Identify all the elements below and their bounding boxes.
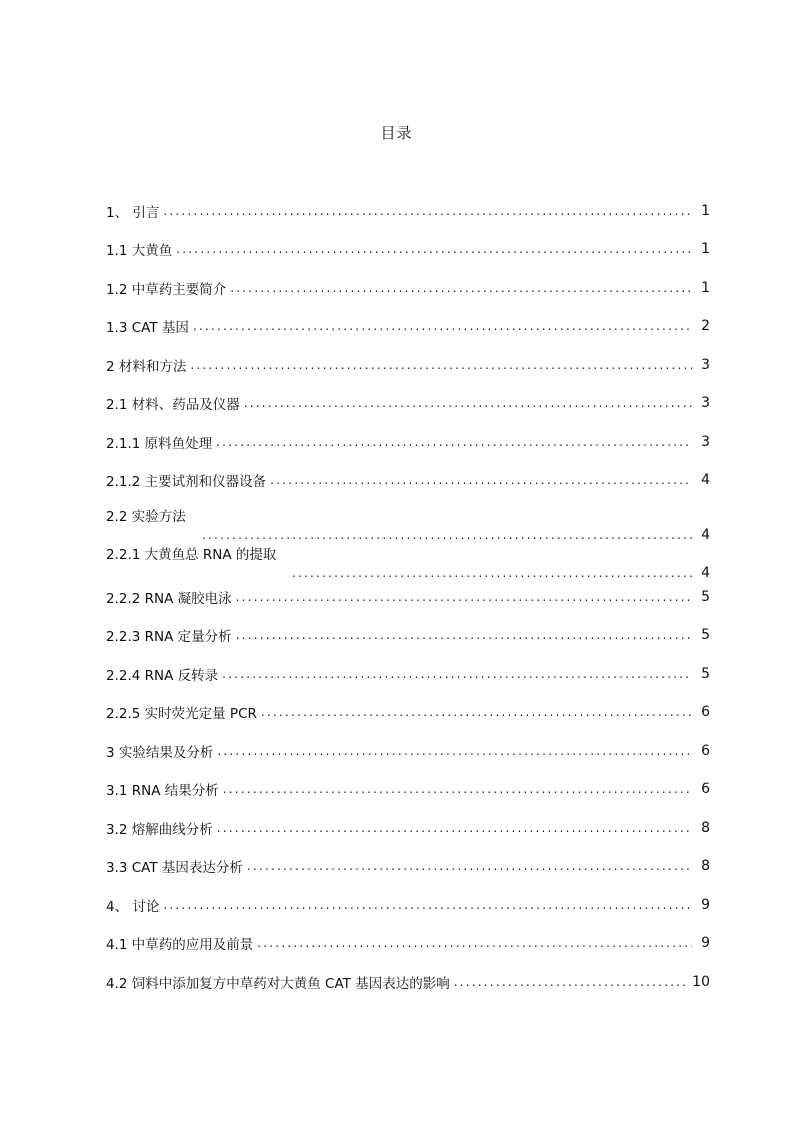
toc-entry-page: 5 xyxy=(701,589,710,605)
toc-entry-page: 5 xyxy=(701,666,710,682)
dot-leader xyxy=(193,319,692,333)
dot-leader xyxy=(454,975,686,989)
toc-entry[interactable] xyxy=(106,664,710,684)
toc-entry[interactable] xyxy=(106,355,710,375)
toc-entry[interactable] xyxy=(106,543,710,583)
toc-entry-label: 2 材料和方法 xyxy=(106,359,187,375)
toc-entry-label: 4、 讨论 xyxy=(106,899,160,915)
toc-entry[interactable] xyxy=(106,741,710,761)
dot-leader xyxy=(261,705,692,719)
toc-entry-label: 2.1.1 原料鱼处理 xyxy=(106,436,213,452)
toc-entry-page: 1 xyxy=(701,241,710,257)
toc-entry-page: 6 xyxy=(701,781,710,797)
toc-entry-page: 9 xyxy=(701,935,710,951)
toc-entry-label: 2.2.5 实时荧光定量 PCR xyxy=(106,706,257,722)
toc-entry[interactable] xyxy=(106,278,710,298)
toc-entry-page: 3 xyxy=(701,357,710,373)
toc-entry-page: 4 xyxy=(701,527,710,543)
toc-entry-page: 1 xyxy=(701,203,710,219)
dot-leader xyxy=(270,473,692,487)
toc-entry-page: 10 xyxy=(692,974,710,990)
dot-leader xyxy=(236,628,692,642)
toc-entry[interactable] xyxy=(106,316,710,336)
toc-entry-label: 3.3 CAT 基因表达分析 xyxy=(106,860,243,876)
toc-entry-page: 6 xyxy=(701,743,710,759)
toc-entry-label: 1、 引言 xyxy=(106,205,160,221)
toc-entry-page: 5 xyxy=(701,627,710,643)
toc-entry-label: 3.1 RNA 结果分析 xyxy=(106,783,219,799)
toc-entry[interactable] xyxy=(106,393,710,413)
toc-entry-label: 1.1 大黄鱼 xyxy=(106,243,173,259)
toc-entry-page: 8 xyxy=(701,820,710,836)
toc-entry-label: 4.1 中草药的应用及前景 xyxy=(106,937,254,953)
dot-leader xyxy=(216,435,692,449)
toc-entry[interactable] xyxy=(106,239,710,259)
toc-entry-label: 2.2.1 大黄鱼总 RNA 的提取 xyxy=(106,547,277,563)
toc-entry[interactable] xyxy=(106,505,710,545)
toc-entry[interactable] xyxy=(106,587,710,607)
dot-leader xyxy=(222,667,692,681)
toc-entry-label: 2.2.3 RNA 定量分析 xyxy=(106,629,232,645)
toc-entry-label: 1.3 CAT 基因 xyxy=(106,320,189,336)
dot-leader xyxy=(236,590,692,604)
toc-entry[interactable] xyxy=(106,470,710,490)
page-title: 目录 xyxy=(380,124,413,142)
toc-entry[interactable] xyxy=(106,432,710,452)
toc-entry[interactable] xyxy=(106,702,710,722)
toc-entry-page: 8 xyxy=(701,858,710,874)
toc-entry-page: 3 xyxy=(701,434,710,450)
toc-entry-label: 2.2.2 RNA 凝胶电泳 xyxy=(106,591,232,607)
dot-leader xyxy=(217,821,692,835)
toc-entry-label: 2.2 实验方法 xyxy=(106,509,186,525)
dot-leader xyxy=(202,528,692,542)
dot-leader xyxy=(230,281,692,295)
toc-entry[interactable] xyxy=(106,856,710,876)
toc-entry[interactable] xyxy=(106,779,710,799)
toc-entry-label: 4.2 饲料中添加复方中草药对大黄鱼 CAT 基因表达的影响 xyxy=(106,976,450,992)
toc-entry-page: 9 xyxy=(701,897,710,913)
toc-entry-page: 4 xyxy=(701,472,710,488)
toc-entry-page: 4 xyxy=(701,565,710,581)
dot-leader xyxy=(247,859,692,873)
toc-entry-page: 6 xyxy=(701,704,710,720)
dot-leader xyxy=(244,396,692,410)
toc-entry-label: 1.2 中草药主要简介 xyxy=(106,282,227,298)
toc-entry[interactable] xyxy=(106,933,710,953)
dot-leader xyxy=(217,744,692,758)
dot-leader xyxy=(163,898,692,912)
dot-leader xyxy=(190,358,692,372)
dot-leader xyxy=(163,204,692,218)
dot-leader xyxy=(176,242,692,256)
dot-leader xyxy=(292,566,692,580)
toc-entry[interactable] xyxy=(106,201,710,221)
toc-entry-label: 2.1 材料、药品及仪器 xyxy=(106,397,240,413)
toc-entry-page: 2 xyxy=(701,318,710,334)
toc-entry-page: 1 xyxy=(701,280,710,296)
toc-entry[interactable] xyxy=(106,972,710,992)
toc-entry[interactable] xyxy=(106,895,710,915)
toc-entry[interactable] xyxy=(106,818,710,838)
dot-leader xyxy=(223,782,692,796)
dot-leader xyxy=(257,936,692,950)
toc-entry-label: 3.2 熔解曲线分析 xyxy=(106,822,213,838)
toc-entry-page: 3 xyxy=(701,395,710,411)
toc-entry-label: 3 实验结果及分析 xyxy=(106,745,214,761)
toc-entry[interactable] xyxy=(106,625,710,645)
toc-entry-label: 2.1.2 主要试剂和仪器设备 xyxy=(106,474,267,490)
toc-entry-label: 2.2.4 RNA 反转录 xyxy=(106,668,219,684)
